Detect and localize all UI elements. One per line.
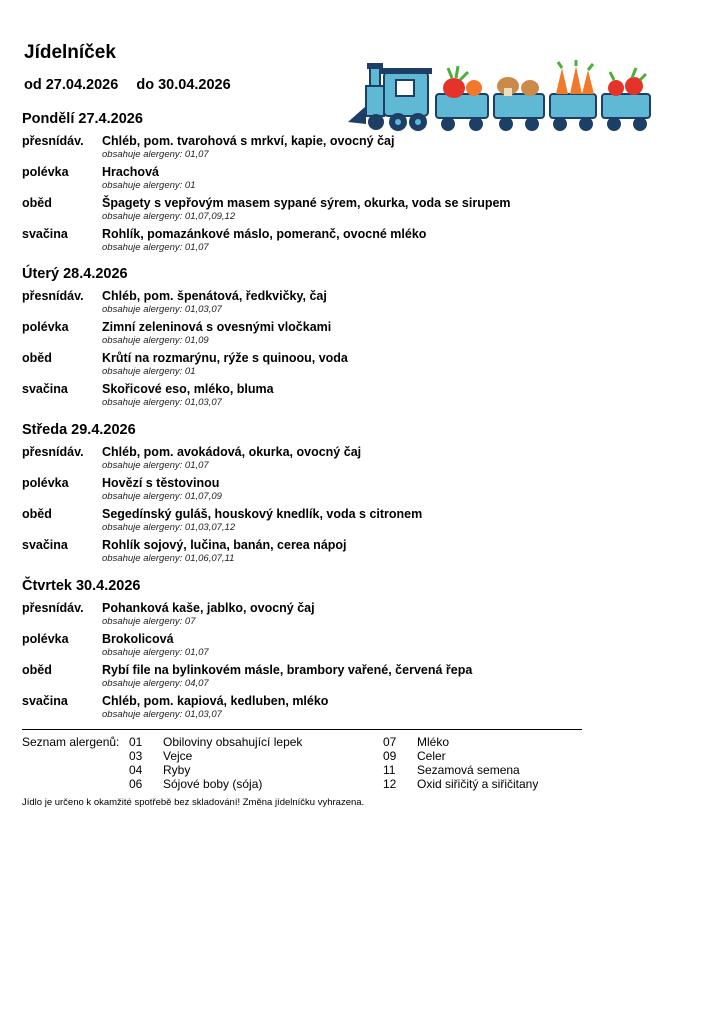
meal-name: Hovězí s těstovinou bbox=[102, 476, 220, 490]
meal-label: polévka bbox=[22, 320, 69, 334]
allergen-name: Sójové boby (sója) bbox=[163, 777, 263, 791]
date-range bbox=[24, 77, 245, 93]
day-title: Středa 29.4.2026 bbox=[22, 422, 136, 438]
meal-allergens: obsahuje alergeny: 01,06,07,11 bbox=[102, 553, 235, 564]
allergen-code: 06 bbox=[129, 777, 143, 791]
meal-label: přesnídáv. bbox=[22, 134, 84, 148]
allergen-name: Celer bbox=[417, 749, 446, 763]
allergen-name: Sezamová semena bbox=[417, 763, 520, 777]
meal-name: Segedínský guláš, houskový knedlík, voda s citronem bbox=[102, 507, 423, 521]
meal-row bbox=[22, 382, 602, 413]
meal-label: přesnídáv. bbox=[22, 445, 84, 459]
meal-row bbox=[22, 507, 602, 538]
meal-row bbox=[22, 538, 602, 569]
allergen-code: 03 bbox=[129, 749, 143, 763]
meal-allergens: obsahuje alergeny: 01,03,07 bbox=[102, 709, 222, 720]
day-section bbox=[22, 110, 602, 258]
meal-row bbox=[22, 445, 602, 476]
day-title: Pondělí 27.4.2026 bbox=[22, 111, 143, 127]
meal-allergens: obsahuje alergeny: 01,07 bbox=[102, 460, 209, 471]
meal-label: přesnídáv. bbox=[22, 601, 84, 615]
meal-name: Chléb, pom. avokádová, okurka, ovocný čaj bbox=[102, 445, 362, 459]
meal-row bbox=[22, 694, 602, 725]
meal-name: Špagety s vepřovým masem sypané sýrem, okurka, voda se sirupem bbox=[102, 196, 511, 210]
meal-label: polévka bbox=[22, 476, 69, 490]
meal-allergens: obsahuje alergeny: 01,03,07,12 bbox=[102, 522, 236, 533]
allergen-code: 11 bbox=[383, 763, 396, 777]
meal-label: oběd bbox=[22, 507, 52, 521]
allergen-legend bbox=[22, 735, 602, 795]
meal-allergens: obsahuje alergeny: 01,07 bbox=[102, 149, 209, 160]
meal-name: Rohlík sojový, lučina, banán, cerea nápoj bbox=[102, 538, 347, 552]
divider bbox=[22, 729, 582, 730]
meal-allergens: obsahuje alergeny: 07 bbox=[102, 616, 196, 627]
meal-row bbox=[22, 632, 602, 663]
meal-row bbox=[22, 227, 602, 258]
meal-name: Krůtí na rozmarýnu, rýže s quinoou, voda bbox=[102, 351, 348, 365]
meal-row bbox=[22, 476, 602, 507]
footnote: Jídlo je určeno k okamžité spotřebě bez skladování! Změna jídelníčku vyhrazena. bbox=[22, 797, 365, 808]
meal-label: svačina bbox=[22, 694, 68, 708]
allergen-name: Oxid siřičitý a siřičitany bbox=[417, 777, 539, 791]
meal-label: přesnídáv. bbox=[22, 289, 84, 303]
day-title: Úterý 28.4.2026 bbox=[22, 266, 128, 282]
meal-allergens: obsahuje alergeny: 01,07,09,12 bbox=[102, 211, 236, 222]
meal-allergens: obsahuje alergeny: 01,07 bbox=[102, 647, 209, 658]
meal-allergens: obsahuje alergeny: 01,03,07 bbox=[102, 304, 222, 315]
day-section bbox=[22, 421, 602, 569]
date-to: do 30.04.2026 bbox=[136, 77, 231, 93]
allergen-name: Obiloviny obsahující lepek bbox=[163, 735, 303, 749]
meal-label: svačina bbox=[22, 382, 68, 396]
meal-allergens: obsahuje alergeny: 01 bbox=[102, 180, 196, 191]
allergen-code: 04 bbox=[129, 763, 143, 777]
meal-name: Pohanková kaše, jablko, ovocný čaj bbox=[102, 601, 315, 615]
meal-label: svačina bbox=[22, 538, 68, 552]
allergen-code: 12 bbox=[383, 777, 397, 791]
meal-row bbox=[22, 351, 602, 382]
day-title: Čtvrtek 30.4.2026 bbox=[22, 578, 141, 594]
meal-name: Hrachová bbox=[102, 165, 159, 179]
meal-row bbox=[22, 601, 602, 632]
meal-allergens: obsahuje alergeny: 01 bbox=[102, 366, 196, 377]
meal-label: polévka bbox=[22, 165, 69, 179]
meal-allergens: obsahuje alergeny: 01,03,07 bbox=[102, 397, 222, 408]
meal-row bbox=[22, 289, 602, 320]
meal-allergens: obsahuje alergeny: 01,07 bbox=[102, 242, 209, 253]
meal-name: Skořicové eso, mléko, bluma bbox=[102, 382, 274, 396]
day-section bbox=[22, 265, 602, 413]
meal-name: Chléb, pom. špenátová, ředkvičky, čaj bbox=[102, 289, 327, 303]
meal-label: oběd bbox=[22, 351, 52, 365]
meal-row bbox=[22, 165, 602, 196]
allergen-name: Vejce bbox=[163, 749, 193, 763]
meal-label: oběd bbox=[22, 663, 52, 677]
meal-allergens: obsahuje alergeny: 04,07 bbox=[102, 678, 209, 689]
date-from: od 27.04.2026 bbox=[24, 77, 119, 93]
meal-row bbox=[22, 320, 602, 351]
meal-name: Brokolicová bbox=[102, 632, 174, 646]
allergen-code: 09 bbox=[383, 749, 397, 763]
meal-name: Rohlík, pomazánkové máslo, pomeranč, ovocné mléko bbox=[102, 227, 427, 241]
meal-name: Zimní zeleninová s ovesnými vločkami bbox=[102, 320, 332, 334]
meal-label: svačina bbox=[22, 227, 68, 241]
allergen-code: 07 bbox=[383, 735, 397, 749]
allergen-name: Ryby bbox=[163, 763, 191, 777]
meal-row bbox=[22, 134, 602, 165]
meal-name: Rybí file na bylinkovém másle, brambory vařené, červená řepa bbox=[102, 663, 473, 677]
meal-row bbox=[22, 663, 602, 694]
page-title: Jídelníček bbox=[24, 42, 116, 63]
meal-allergens: obsahuje alergeny: 01,07,09 bbox=[102, 491, 222, 502]
meal-name: Chléb, pom. kapiová, kedluben, mléko bbox=[102, 694, 329, 708]
allergen-code: 01 bbox=[129, 735, 143, 749]
meal-label: oběd bbox=[22, 196, 52, 210]
meal-label: polévka bbox=[22, 632, 69, 646]
meal-name: Chléb, pom. tvarohová s mrkví, kapie, ovocný čaj bbox=[102, 134, 395, 148]
day-section bbox=[22, 577, 602, 725]
allergen-name: Mléko bbox=[417, 735, 450, 749]
meal-row bbox=[22, 196, 602, 227]
legend-title: Seznam alergenů: bbox=[22, 735, 120, 749]
meal-allergens: obsahuje alergeny: 01,09 bbox=[102, 335, 209, 346]
wagon-4-icon bbox=[602, 68, 650, 131]
